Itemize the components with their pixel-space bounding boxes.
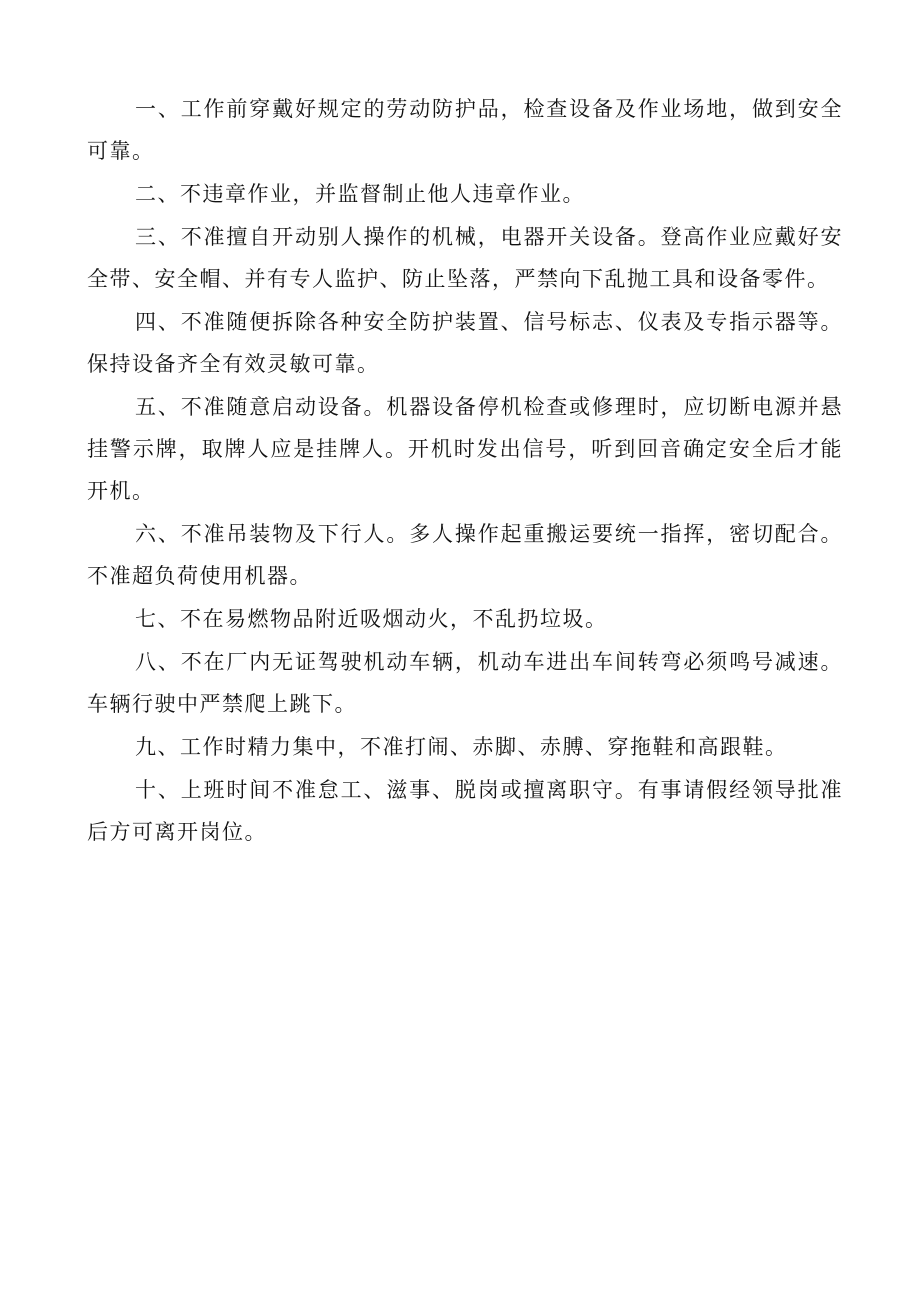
rule-paragraph-4: 四、不准随便拆除各种安全防护装置、信号标志、仪表及专指示器等。保持设备齐全有效灵敏可靠。: [87, 310, 843, 376]
rule-paragraph-1: 一、工作前穿戴好规定的劳动防护品，检查设备及作业场地，做到安全可靠。: [87, 97, 843, 163]
rule-paragraph-8: 八、不在厂内无证驾驶机动车辆，机动车进出车间转弯必须鸣号减速。车辆行驶中严禁爬上跳下。: [87, 650, 843, 716]
rule-paragraph-2: 二、不违章作业，并监督制止他人违章作业。: [135, 182, 585, 206]
rule-paragraph-9: 九、工作时精力集中，不准打闹、赤脚、赤膊、穿拖鞋和高跟鞋。: [135, 735, 788, 759]
rule-paragraph-3: 三、不准擅自开动别人操作的机械，电器开关设备。登高作业应戴好安全带、安全帽、并有专人监护、防止坠落，严禁向下乱抛工具和设备零件。: [87, 225, 843, 291]
rule-paragraph-6: 六、不准吊装物及下行人。多人操作起重搬运要统一指挥，密切配合。不准超负荷使用机器。: [87, 522, 843, 588]
document-body: [87, 88, 843, 854]
rule-paragraph-5: 五、不准随意启动设备。机器设备停机检查或修理时，应切断电源并悬挂警示牌，取牌人应是挂牌人。开机时发出信号，听到回音确定安全后才能开机。: [87, 395, 843, 503]
rule-paragraph-7: 七、不在易燃物品附近吸烟动火，不乱扔垃圾。: [135, 607, 608, 631]
rule-paragraph-10: 十、上班时间不准怠工、滋事、脱岗或擅离职守。有事请假经领导批准后方可离开岗位。: [87, 778, 843, 844]
